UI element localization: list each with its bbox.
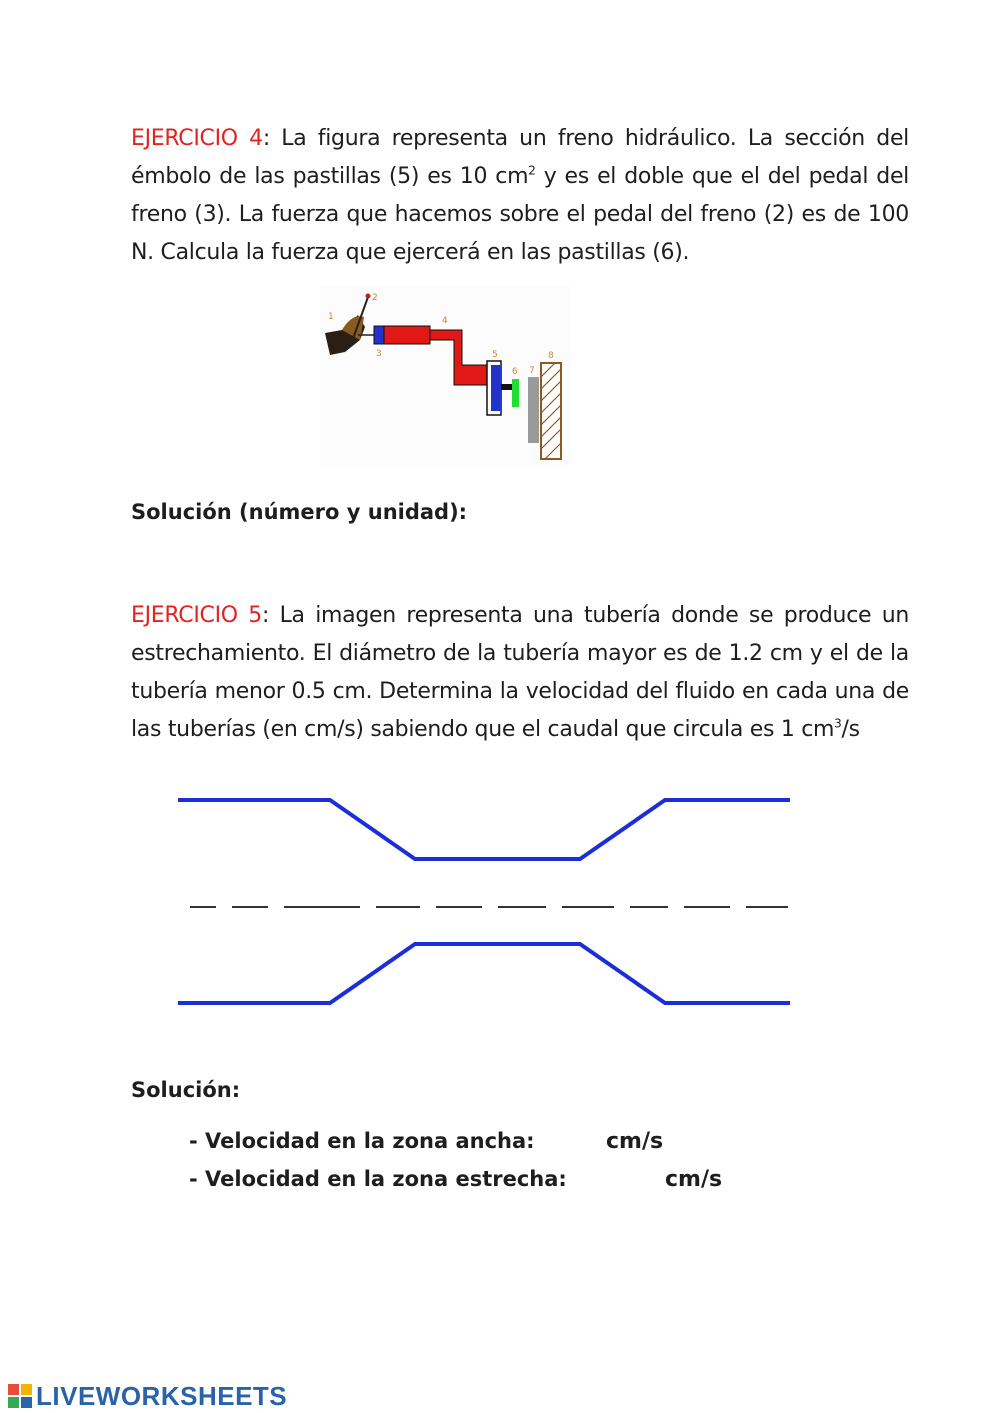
slave-piston [491, 365, 501, 411]
exercise-4-text-part1: : La figura representa un freno hidráulico. La sección del émbolo de las pastillas (5) es 10 cm [131, 126, 909, 189]
master-cylinder [384, 326, 430, 344]
liveworksheets-logo [8, 1381, 287, 1411]
exercise-5-solution: Solución: [131, 1078, 241, 1102]
exercise-4-label: EJERCICIO 4 [131, 126, 263, 151]
exercise-5-sup: 3 [834, 716, 842, 731]
pedal-tip [366, 294, 371, 299]
exercise-5-text-part1: : La imagen representa una tubería donde se produce un estrechamiento. El diámetro de la tubería mayor es de 1.2 cm y el de la tubería menor 0.5 cm. Determina la velocidad del fluido en cada una de las tuberías (en cm/s) sabiendo que el caudal que circula es 1 cm [131, 603, 910, 742]
figure-label-5: 5 [492, 350, 498, 360]
disc-friction [528, 377, 539, 443]
disc [541, 363, 561, 459]
brake-pad [512, 379, 519, 407]
liveworksheets-icon [8, 1384, 32, 1408]
figure-label-1: 1 [328, 312, 334, 322]
exercise-5-label: EJERCICIO 5 [131, 603, 262, 628]
answer-narrow-unit: cm/s [665, 1167, 723, 1192]
exercise-4-solution: Solución (número y unidad): [131, 500, 468, 524]
liveworksheets-wordmark: LIVEWORKSHEETS [36, 1380, 288, 1411]
exercise-5-text-part2: /s [841, 717, 860, 742]
hydraulic-brake-figure [320, 285, 570, 465]
answer-narrow-zone: - Velocidad en la zona estrecha: [189, 1167, 567, 1191]
exercise-4-sup: 2 [528, 163, 536, 178]
figure-label-3: 3 [376, 349, 382, 359]
master-piston [374, 326, 384, 344]
figure-label-2: 2 [372, 293, 378, 303]
exercise-4-text-part2: y es el doble que el del pedal del freno (3). La fuerza que hacemos sobre el pedal del freno (2) es de 100 N. Calcula la fuerza que ejercerá en las pastillas (6). [131, 164, 909, 265]
exercise-5-text [131, 597, 909, 749]
answer-wide-zone: - Velocidad en la zona ancha: [189, 1129, 535, 1153]
pipe-bottom-wall [178, 944, 790, 1003]
figure-label-4: 4 [442, 316, 448, 326]
pipe-narrowing-figure [170, 780, 800, 1020]
pad-rod [501, 384, 512, 390]
figure-label-7: 7 [529, 366, 535, 376]
answer-wide-unit: cm/s [606, 1129, 664, 1154]
exercise-4-text [131, 120, 909, 272]
pipe-top-wall [178, 800, 790, 859]
figure-label-8: 8 [548, 351, 554, 361]
figure-label-6: 6 [512, 367, 518, 377]
